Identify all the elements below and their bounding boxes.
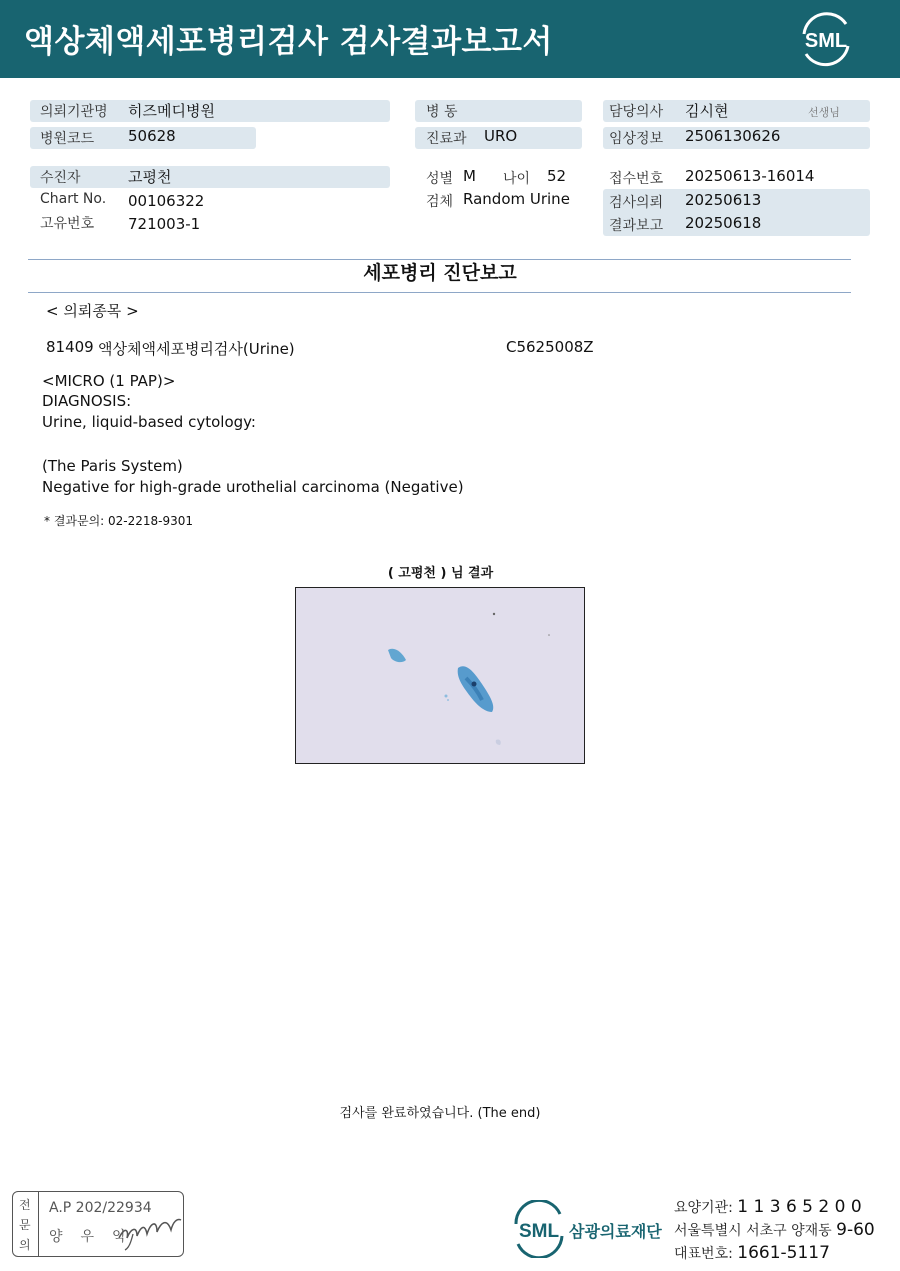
department-label: 진료과 [426,131,467,147]
stamp-name: 양우익 [49,1229,144,1245]
report-header [0,0,900,78]
unique-no-label: 고유번호 [40,216,95,232]
report-line-diagnosis: DIAGNOSIS: [42,392,132,410]
stamp-side-char-2: 문 [19,1218,31,1232]
report-line-result: Negative for high-grade urothelial carcinoma (Negative) [42,478,464,496]
ward-label: 병 동 [426,104,458,120]
report-date-label: 결과보고 [609,218,664,234]
phone-label: 대표번호: [674,1246,733,1262]
specimen-value: Random Urine [463,190,570,208]
contact-info: * 결과문의: 02-2218-9301 [44,514,194,528]
chart-no-label: Chart No. [40,191,107,207]
sml-logo-icon [796,10,856,68]
report-date-value: 20250618 [685,214,762,232]
test-id: C5625008Z [506,338,594,356]
report-line-micro: <MICRO (1 PAP)> [42,372,176,390]
report-title: 액상체액세포병리검사 검사결과보고서 [24,24,553,60]
footer-logo-text: SML [518,1221,560,1242]
sex-value: M [463,167,476,185]
care-institution [674,1197,862,1217]
pathologist-stamp [12,1191,184,1257]
stamp-side-char-1: 전 [19,1198,31,1212]
sex-label: 성별 [426,171,454,187]
address-text: 서울특별시 서초구 양재동 [674,1223,832,1239]
address [674,1220,875,1240]
requesting-org-label: 의뢰기관명 [40,104,108,120]
care-institution-number: 1 1 3 6 5 2 0 0 [737,1197,862,1217]
report-line-specimen: Urine, liquid-based cytology: [42,413,256,431]
chart-no-value: 00106322 [128,192,205,210]
header-logo-text: SML [804,30,848,52]
age-value: 52 [547,167,567,185]
specimen-label: 검체 [426,194,454,210]
report-line-paris-system: (The Paris System) [42,457,183,475]
field-patient [30,166,390,188]
doctor-label: 담당의사 [609,104,664,120]
receipt-no-label: 접수번호 [609,171,664,187]
request-items-header: < 의뢰종목 > [46,302,139,320]
stamp-side-label [13,1192,39,1256]
unique-no-value: 721003-1 [128,215,201,233]
patient-label: 수진자 [40,170,81,186]
image-caption: ( 고평천 ) 님 결과 [387,566,494,581]
request-date-value: 20250613 [685,191,762,209]
test-code: 81409 [46,338,94,356]
footer-org-name: 삼광의료재단 [569,1222,662,1241]
stamp-license: A.P 202/22934 [49,1200,152,1216]
hospital-code-label: 병원코드 [40,131,95,147]
section-title: 세포병리 진단보고 [363,262,517,284]
microscopy-image [295,587,585,764]
address-number: 9-60 [836,1220,875,1240]
doctor-suffix: 선생님 [808,106,840,119]
department-value: URO [484,127,518,145]
age-label: 나이 [503,171,531,187]
patient-value: 고평천 [128,168,172,186]
footer-sml-logo-icon [510,1200,568,1258]
requesting-org-value: 히즈메디병원 [128,102,215,120]
stamp-side-char-3: 의 [19,1238,31,1252]
clinical-info-value: 2506130626 [685,127,781,145]
clinical-info-label: 임상정보 [609,131,664,147]
end-text: 검사를 완료하였습니다. (The end) [339,1106,541,1121]
section-divider-bottom [28,292,851,293]
signature-icon [115,1208,185,1252]
care-institution-label: 요양기관: [674,1200,733,1216]
phone [674,1243,830,1263]
doctor-value: 김시현 [685,102,729,120]
test-name: 액상체액세포병리검사(Urine) [98,340,295,358]
phone-number: 1661-5117 [737,1243,830,1263]
request-date-label: 검사의뢰 [609,195,664,211]
hospital-code-value: 50628 [128,127,176,145]
receipt-no-value: 20250613-16014 [685,167,815,185]
